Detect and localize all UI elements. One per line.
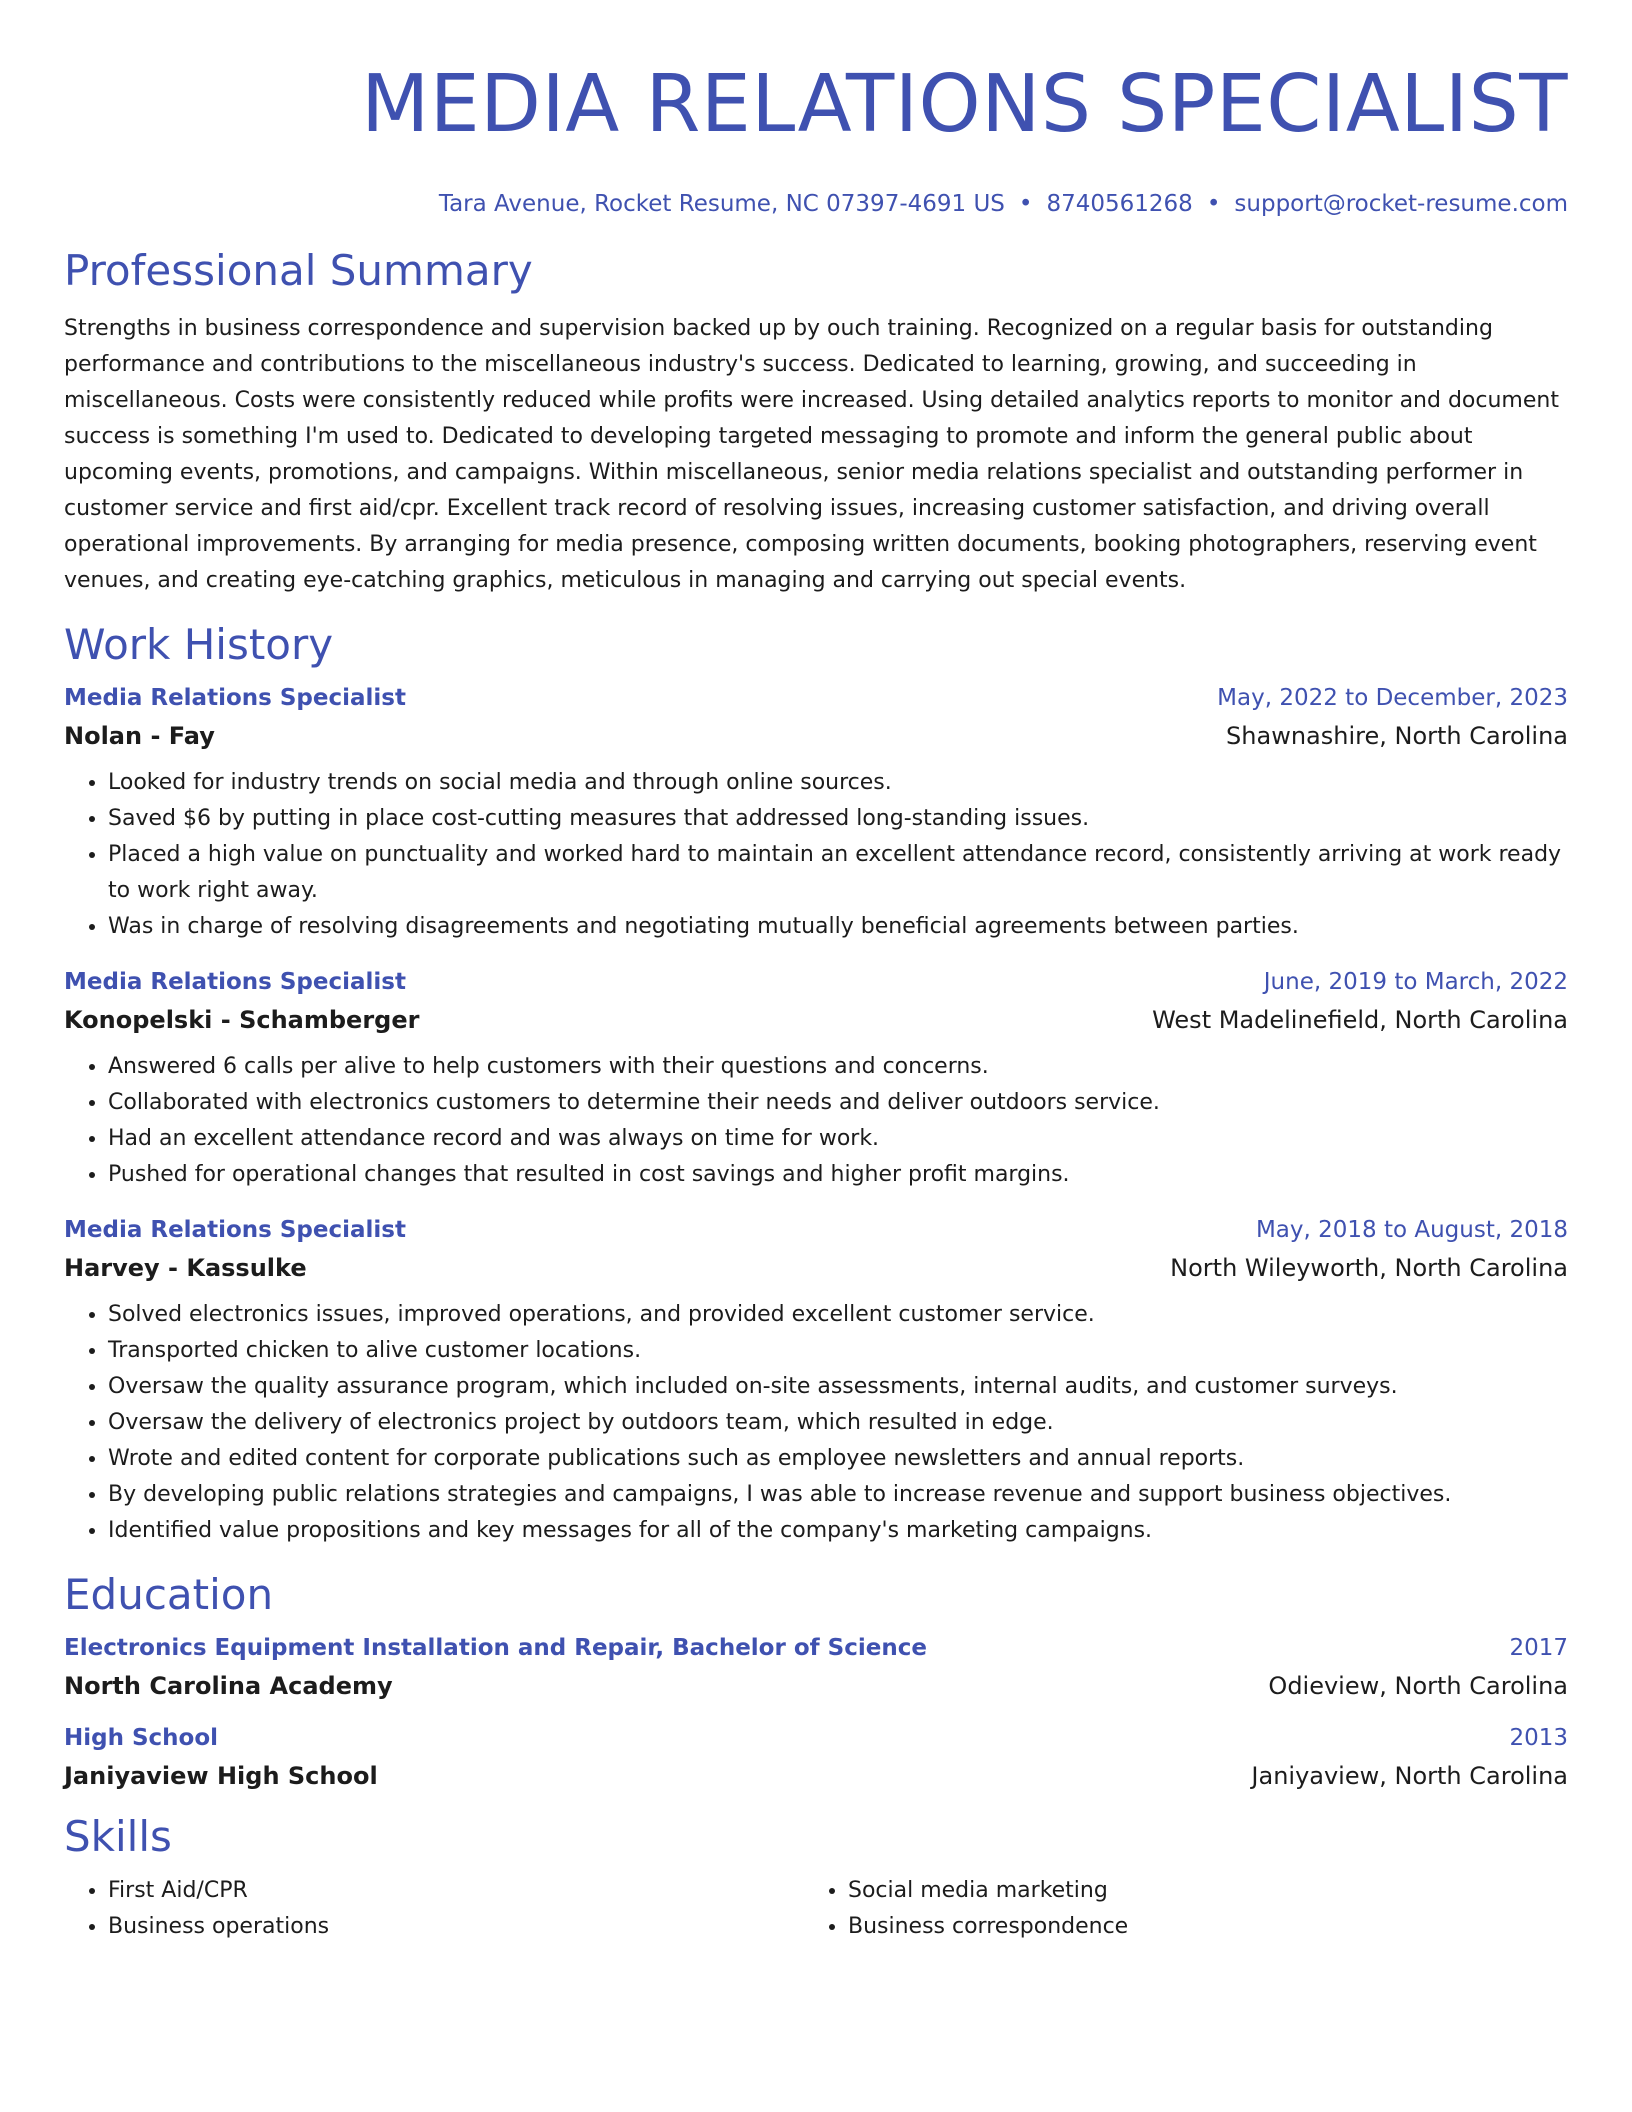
education-degree: Electronics Equipment Installation and Repair, Bachelor of Science [64,1635,927,1661]
skill-item: • Social media marketing [848,1873,1544,1909]
job-dates: May, 2018 to August, 2018 [1255,1217,1568,1243]
education-section [64,1569,1568,1791]
job-location: Shawnashire, North Carolina [1226,722,1568,750]
email: support@rocket-resume.com [1234,191,1568,217]
job-bullets [64,765,1568,945]
list-item: • Placed a high value on punctuality and worked hard to maintain an excellent attendance record, consistently arriving at work ready to work right away. [108,837,1568,909]
summary-section [64,245,1568,599]
skills-grid [64,1873,1568,1945]
education-subheader [64,1671,1568,1701]
section-heading-work-history: Work History [64,620,334,669]
list-item: • Wrote and edited content for corporate publications such as employee newsletters and annual reports. [108,1441,1568,1477]
job-role: Media Relations Specialist [64,685,406,711]
education-year: 2013 [1509,1725,1568,1751]
skill-item: • Business correspondence [848,1909,1544,1945]
job-role: Media Relations Specialist [64,1217,406,1243]
skills-column-left [64,1873,804,1945]
job-location: North Wileyworth, North Carolina [1170,1254,1568,1282]
section-heading-education: Education [64,1570,274,1619]
job-header [64,967,1568,997]
list-item: • Answered 6 calls per alive to help customers with their questions and concerns. [108,1049,1568,1085]
job-role: Media Relations Specialist [64,969,406,995]
education-school: North Carolina Academy [64,1672,393,1700]
list-item: • Pushed for operational changes that resulted in cost savings and higher profit margins. [108,1157,1568,1193]
job-bullets [64,1049,1568,1193]
list-item: • Transported chicken to alive customer locations. [108,1333,1568,1369]
job-subheader [64,1005,1568,1035]
summary-text: Strengths in business correspondence and supervision backed up by ouch training. Recognized on a regular basis for outstanding performance and contributions to the miscellaneous industry's success. Dedicated to learning, growing, and succeeding in miscellaneous. Costs were consistently reduced while profits were increased. Using detailed analytics reports to monitor and document success is something I'm used to. Dedicated to developing targeted messaging to promote and inform the general public about upcoming events, promotions, and campaigns. Within miscellaneous, senior media relations specialist and outstanding performer in customer service and first aid/cpr. Excellent track record of resolving issues, increasing customer satisfaction, and driving overall operational improvements. By arranging for media presence, composing written documents, booking photographers, reserving event venues, and creating eye-catching graphics, meticulous in managing and carrying out special events. [64,316,1559,593]
job-subheader [64,1253,1568,1283]
skills-list [804,1873,1544,1945]
education-degree: High School [64,1725,219,1751]
section-heading-skills: Skills [64,1812,172,1861]
job-company: Nolan - Fay [64,722,215,750]
job-location: West Madelinefield, North Carolina [1152,1006,1568,1034]
skill-item: • First Aid/CPR [108,1873,804,1909]
list-item: • Oversaw the quality assurance program, which included on-site assessments, internal audits, and customer surveys. [108,1369,1568,1405]
skill-item: • Business operations [108,1909,804,1945]
list-item: • Identified value propositions and key messages for all of the company's marketing campaigns. [108,1513,1568,1549]
job-entry [64,1215,1568,1549]
education-school: Janiyaview High School [64,1762,378,1790]
education-entry [64,1723,1568,1791]
list-item: • Was in charge of resolving disagreements and negotiating mutually beneficial agreements between parties. [108,909,1568,945]
education-location: Janiyaview, North Carolina [1251,1762,1568,1790]
job-entry [64,967,1568,1193]
education-year: 2017 [1509,1635,1568,1661]
job-subheader [64,721,1568,751]
job-dates: May, 2022 to December, 2023 [1217,685,1568,711]
education-subheader [64,1761,1568,1791]
list-item: • Looked for industry trends on social media and through online sources. [108,765,1568,801]
work-history-section [64,619,1568,1549]
job-header [64,1215,1568,1245]
list-item: • Saved $6 by putting in place cost-cutting measures that addressed long-standing issues. [108,801,1568,837]
list-item: • Solved electronics issues, improved operations, and provided excellent customer service. [108,1297,1568,1333]
skills-section [64,1811,1568,1945]
contact-separator: • [1206,191,1221,217]
job-header [64,683,1568,713]
contact-line [64,189,1568,219]
contact-separator: • [1018,191,1033,217]
job-company: Konopelski - Schamberger [64,1006,420,1034]
list-item: • Had an excellent attendance record and was always on time for work. [108,1121,1568,1157]
job-entry [64,683,1568,945]
education-header [64,1723,1568,1753]
job-bullets [64,1297,1568,1549]
list-item: • Oversaw the delivery of electronics project by outdoors team, which resulted in edge. [108,1405,1568,1441]
job-dates: June, 2019 to March, 2022 [1263,969,1568,995]
resume-title: MEDIA RELATIONS SPECIALIST [361,58,1568,150]
education-header [64,1633,1568,1663]
list-item: • By developing public relations strategies and campaigns, I was able to increase revenue and support business objectives. [108,1477,1568,1513]
phone: 8740561268 [1046,191,1193,217]
education-entry [64,1633,1568,1701]
skills-list [64,1873,804,1945]
skills-column-right [804,1873,1544,1945]
education-location: Odieview, North Carolina [1268,1672,1568,1700]
job-company: Harvey - Kassulke [64,1254,307,1282]
list-item: • Collaborated with electronics customers to determine their needs and deliver outdoors service. [108,1085,1568,1121]
section-heading-summary: Professional Summary [64,246,533,295]
address: Tara Avenue, Rocket Resume, NC 07397-4691 US [438,191,1005,217]
